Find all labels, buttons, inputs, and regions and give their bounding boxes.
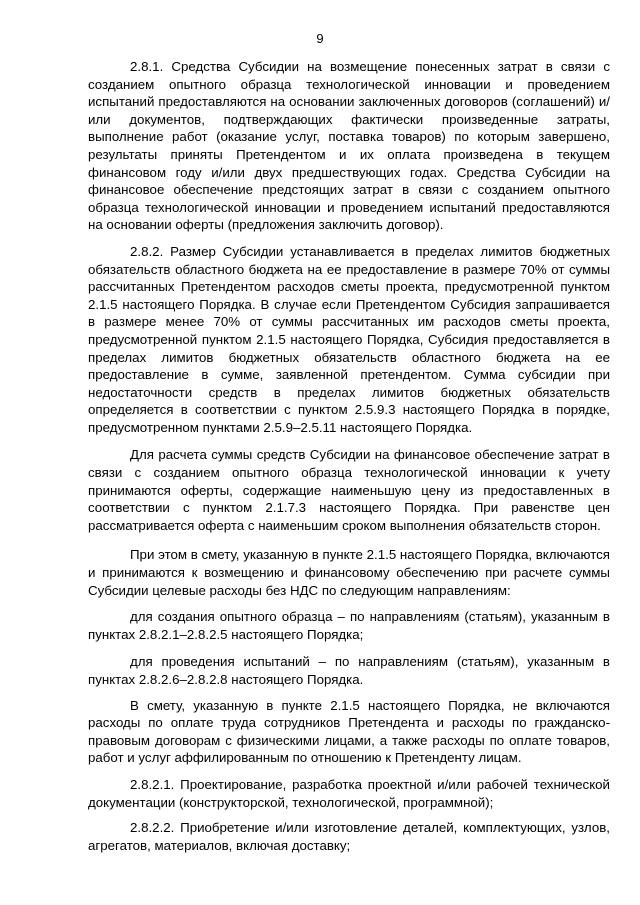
paragraph-2-8-2-2: 2.8.2.2. Приобретение и/или изготовление деталей, комплектующих, узлов, агрегатов, материалов, включая доставку; (88, 820, 610, 853)
paragraph-excluded-expenses: В смету, указанную в пункте 2.1.5 настоящего Порядка, не включаются расходы по оплате труда сотрудников Претендента и расходы по гражданско-правовым договорам с физическими лицами, а также расходы по оплате товаров, работ и услуг аффилированным по отношению к Претенденту лицам. (88, 697, 610, 766)
paragraph-testing: для проведения испытаний – по направлениям (статьям), указанным в пунктах 2.8.2.6–2.8.2.8 настоящего Порядка. (88, 654, 610, 687)
paragraph-estimate-directions: При этом в смету, указанную в пункте 2.1.5 настоящего Порядка, включаются и принимаются к возмещению и финансовому обеспечению при расчете суммы Субсидии целевые расходы без НДС по следующим направлениям: (88, 547, 610, 598)
paragraph-2-8-2-1: 2.8.2.1. Проектирование, разработка проектной и/или рабочей технической документации (конструкторской, технологической, программной); (88, 776, 610, 810)
document-body (88, 58, 610, 863)
page-number: 9 (316, 31, 324, 46)
paragraph-prototype-creation: для создания опытного образца – по направлениям (статьям), указанным в пунктах 2.8.2.1–2.8.2.5 настоящего Порядка; (88, 609, 610, 642)
paragraph-2-8-1: 2.8.1. Средства Субсидии на возмещение понесенных затрат в связи с созданием опытного образца технологической инновации и проведением испытаний предоставляются на основании заключенных договоров (соглашений) и/или документов, подтверждающих фактически произведенные затраты, выполнение работ (оказание услуг, поставка товаров) по которым завершено, результаты приняты Претендентом и их оплата произведена в текущем финансовом году и/или двух предшествующих годах. Средства Субсидии на финансовое обеспечение предстоящих затрат в связи с созданием опытного образца технологической инновации и проведением испытаний предоставляются на основании оферты (предложения заключить договор). (88, 59, 610, 233)
paragraph-2-8-2: 2.8.2. Размер Субсидии устанавливается в пределах лимитов бюджетных обязательств областного бюджета на ее предоставление в размере 70% от суммы рассчитанных Претендентом расходов сметы проекта, предусмотренной пунктом 2.1.5 настоящего Порядка. В случае если Претендентом Субсидия запрашивается в размере менее 70% от суммы рассчитанных им расходов сметы проекта, предусмотренной пунктом 2.1.5 настоящего Порядка, Субсидия предоставляется в пределах лимитов бюджетных обязательств областного бюджета на ее предоставление в сумме, заявленной претендентом. Сумма субсидии при недостаточности средств в пределах лимитов бюджетных обязательств определяется в соответствии с пунктом 2.5.9.3 настоящего Порядка в порядке, предусмотренном пунктами 2.5.9–2.5.11 настоящего Порядка. (88, 243, 610, 435)
paragraph-offer-calculation: Для расчета суммы средств Субсидии на финансовое обеспечение затрат в связи с созданием опытного образца технологической инновации к учету принимаются оферты, содержащие наименьшую цену из предоставленных в соответствии с пунктом 2.1.7.3 настоящего Порядка. При равенстве цен рассматривается оферта с наименьшим сроком выполнения обязательств сторон. (88, 447, 610, 533)
